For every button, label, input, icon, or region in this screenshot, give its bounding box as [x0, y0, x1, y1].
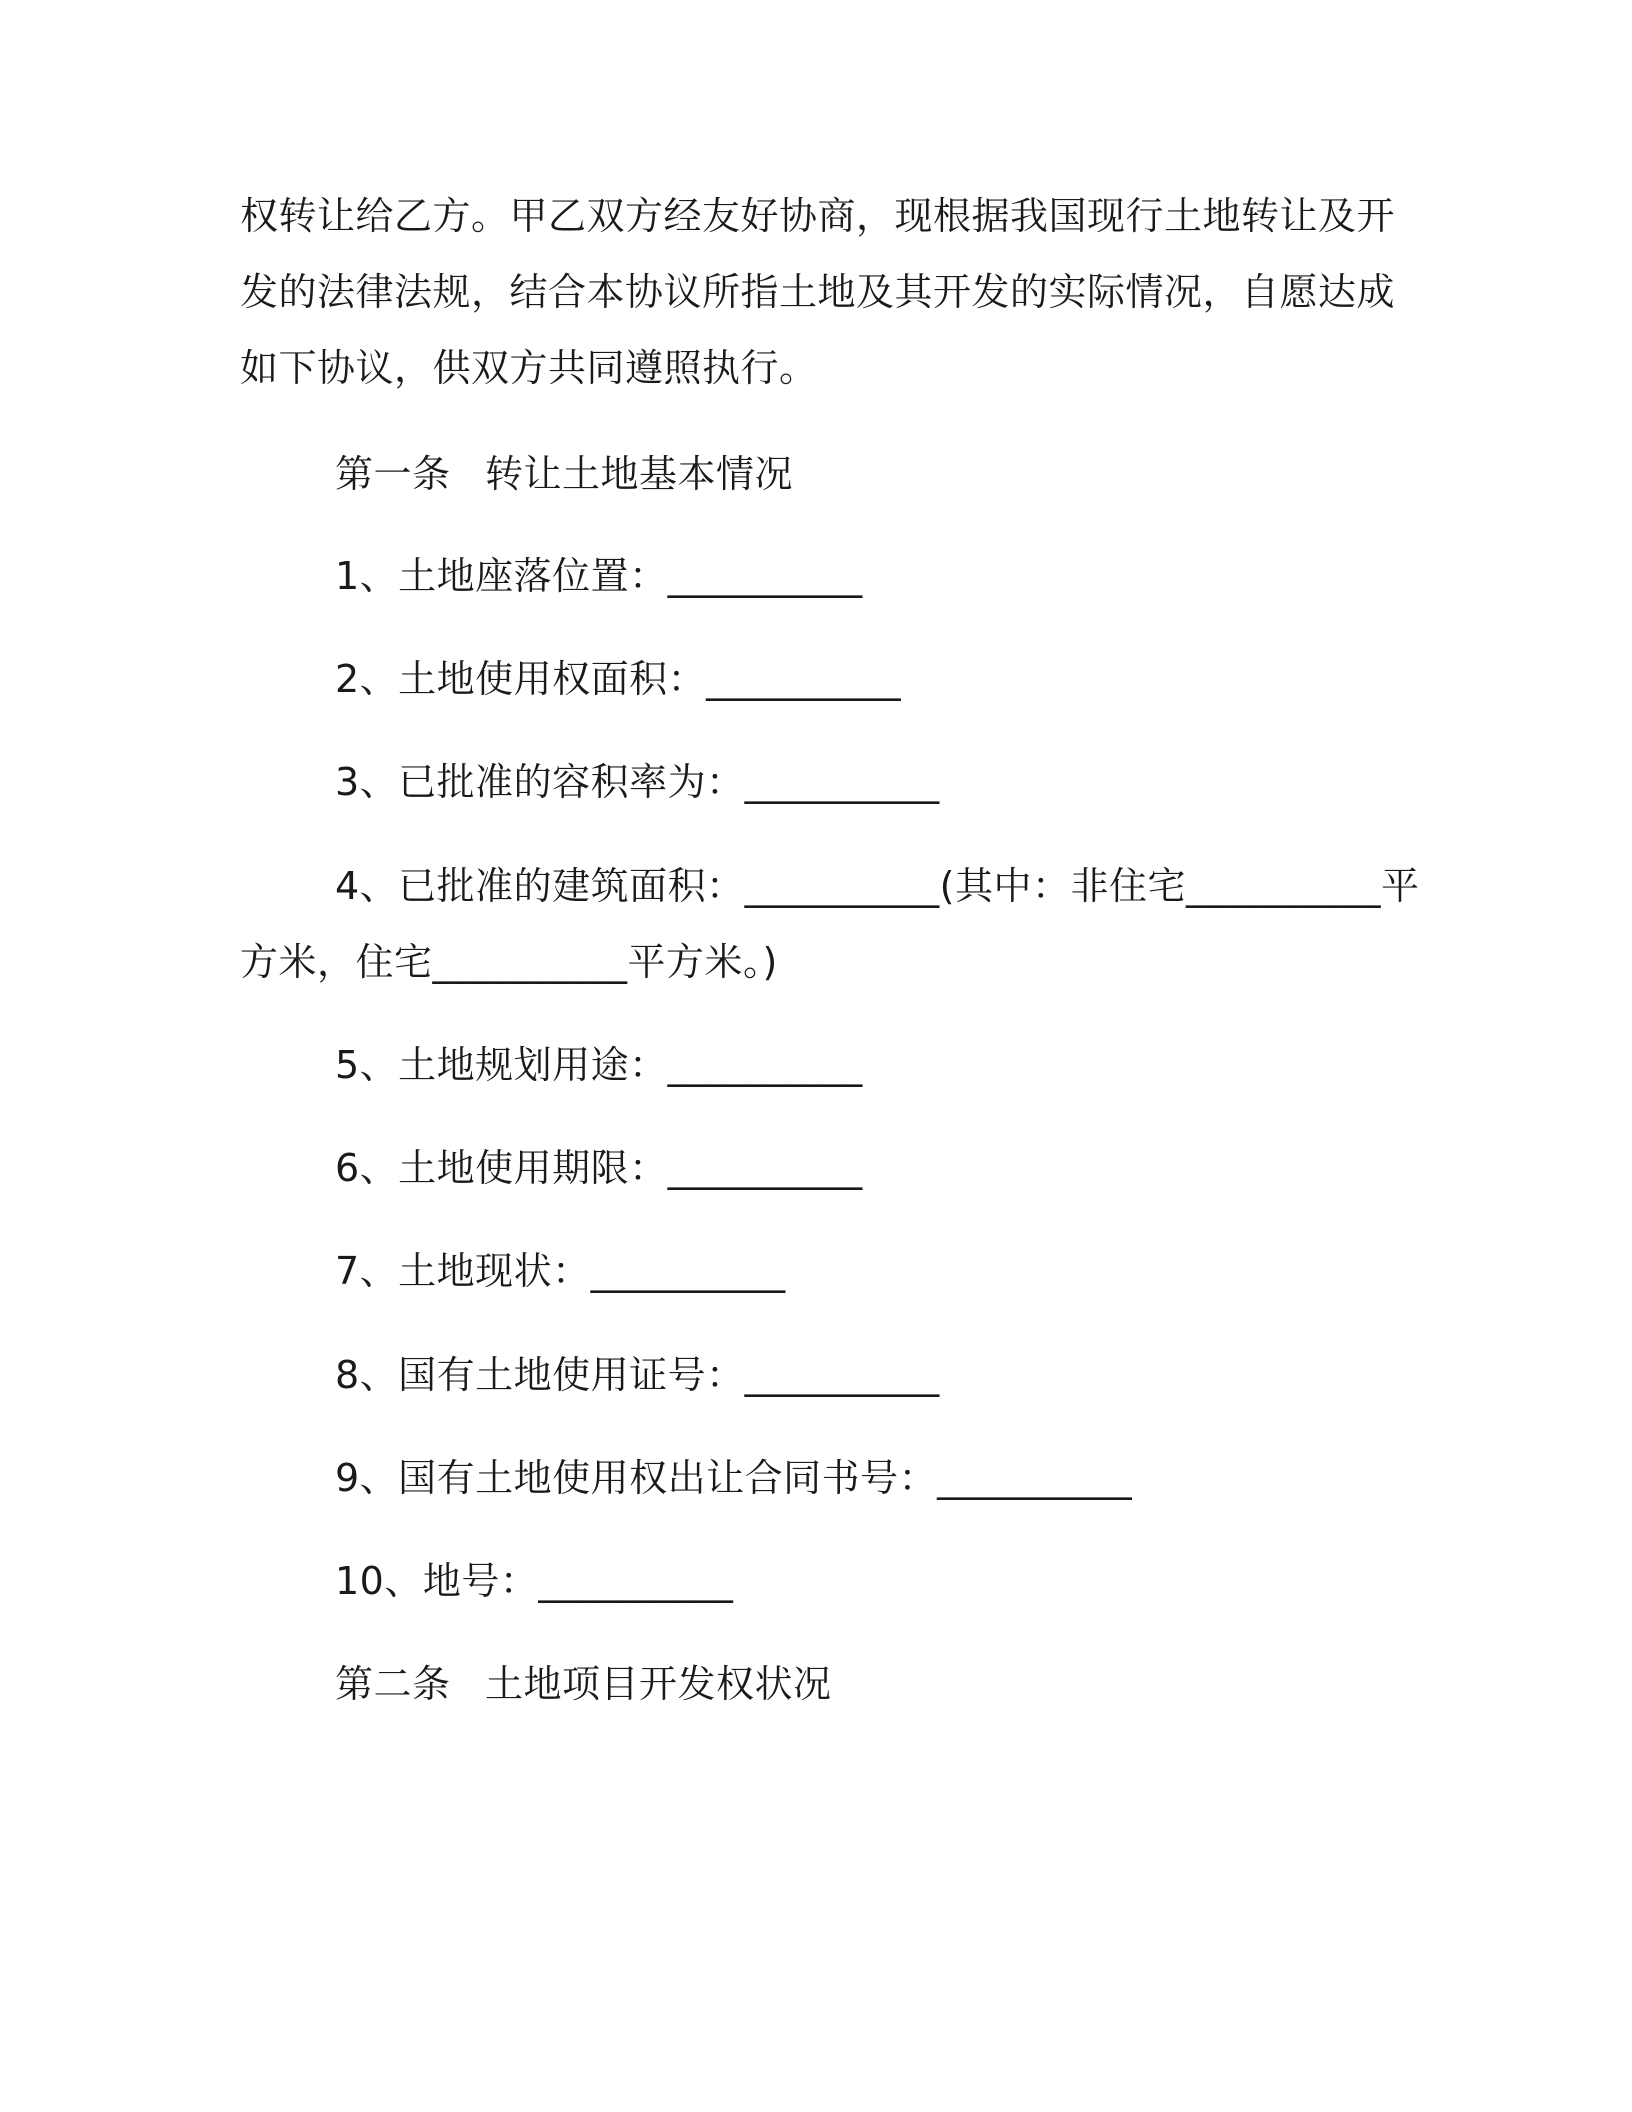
item-1: 1、土地座落位置：__________ — [335, 554, 863, 598]
item-10: 10、地号：__________ — [335, 1559, 734, 1603]
intro-line-2: 发的法律法规，结合本协议所指土地及其开发的实际情况，自愿达成 — [240, 270, 1396, 314]
article-2-title: 土地项目开发权状况 — [485, 1662, 832, 1706]
article-1-number: 第一条 — [335, 452, 451, 496]
item-2: 2、土地使用权面积：__________ — [335, 657, 902, 701]
article-2-number: 第二条 — [335, 1662, 451, 1706]
item-9: 9、国有土地使用权出让合同书号：__________ — [335, 1456, 1133, 1500]
item-8: 8、国有土地使用证号：__________ — [335, 1353, 940, 1397]
item-6: 6、土地使用期限：__________ — [335, 1146, 863, 1190]
item-5: 5、土地规划用途：__________ — [335, 1043, 863, 1087]
intro-line-3: 如下协议，供双方共同遵照执行。 — [240, 346, 818, 390]
intro-paragraph — [240, 178, 1396, 406]
intro-line-1: 权转让给乙方。甲乙双方经友好协商，现根据我国现行土地转让及开 — [240, 194, 1396, 238]
item-4: 4、已批准的建筑面积：__________(其中：非住宅__________平 — [335, 864, 1420, 908]
article-1-heading — [335, 436, 1485, 512]
item-4-continuation: 方米，住宅__________平方米。) — [240, 940, 778, 984]
item-7: 7、土地现状：__________ — [335, 1249, 786, 1293]
article-2-heading — [335, 1646, 1485, 1722]
item-3: 3、已批准的容积率为：__________ — [335, 760, 940, 804]
article-1-title: 转让土地基本情况 — [485, 452, 794, 496]
